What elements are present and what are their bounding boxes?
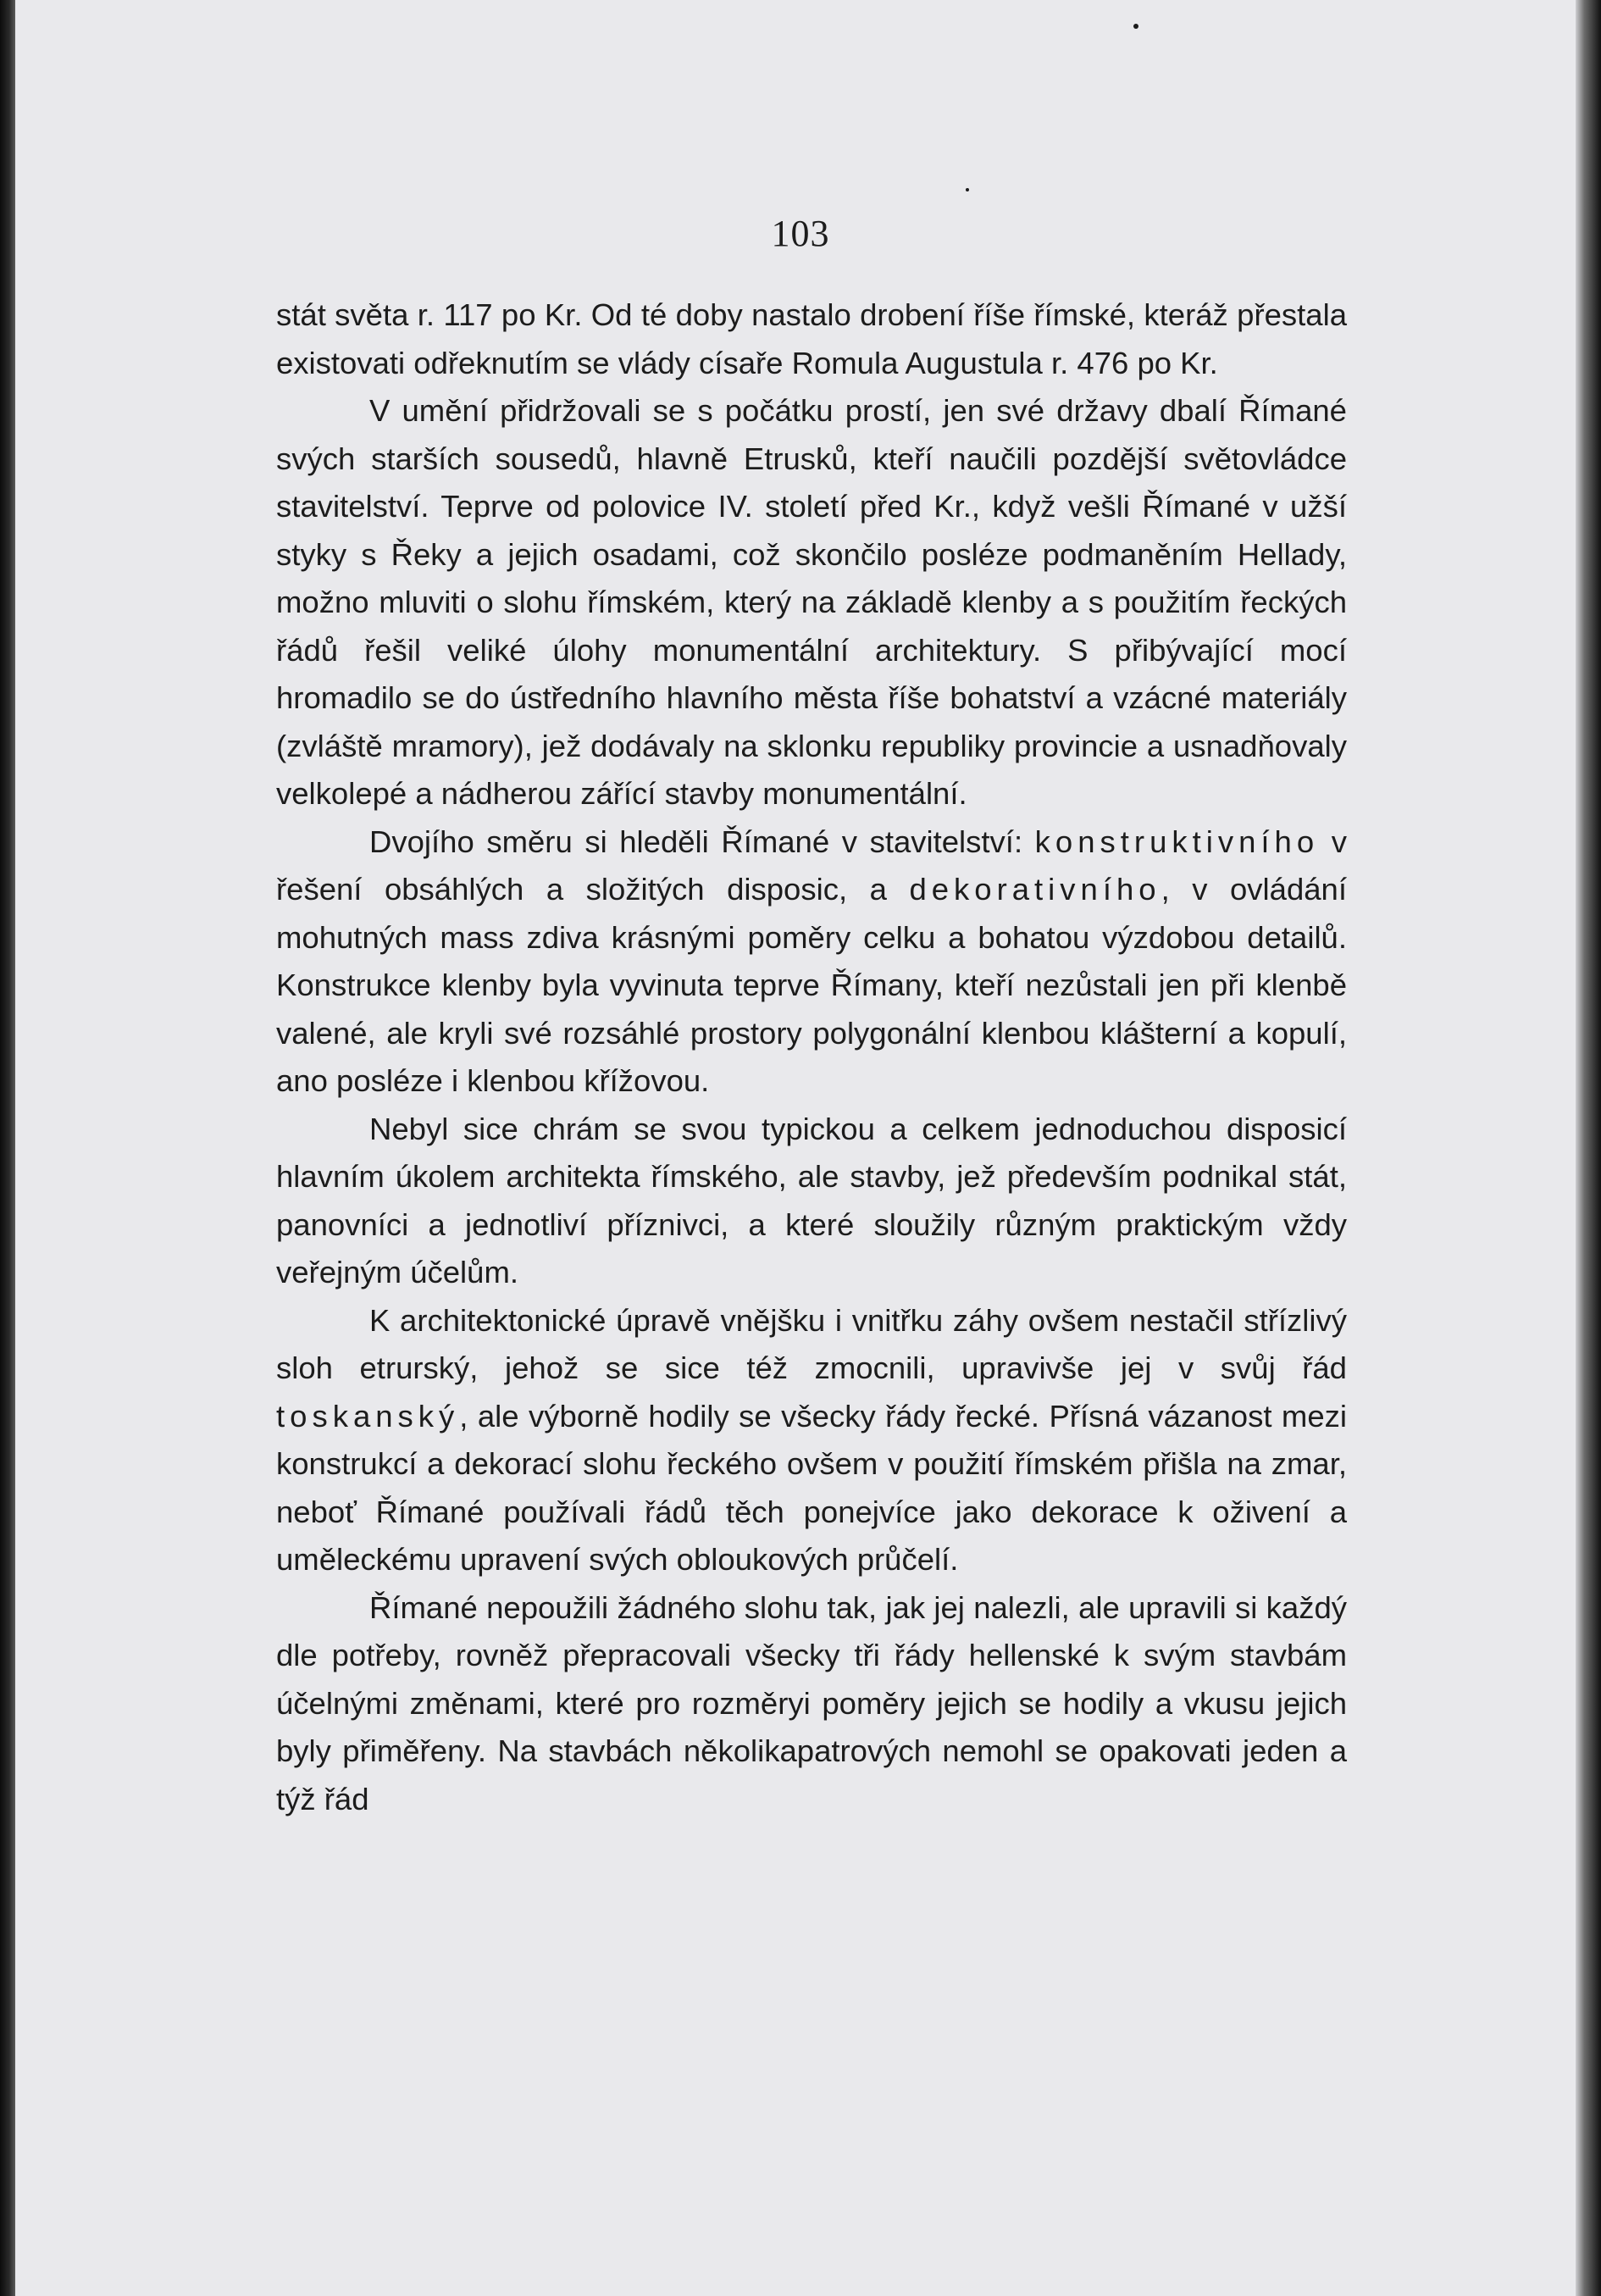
- text-run: , ale výborně hodily se všecky řády řecké. Přísná vázanost mezi konstrukcí a dekorací slohu řeckého ovšem v použití římském přišla na zmar, neboť Římané používali řádů těch ponejvíce jako dekorace k oživení a uměleckému upravení svých obloukových průčelí.: [276, 1398, 1347, 1577]
- body-text: [276, 291, 1347, 1823]
- paragraph: [276, 818, 1347, 1106]
- dust-speck: [1133, 24, 1138, 29]
- text-run: stát světa r. 117 po Kr. Od té doby nastalo drobení říše římské, kteráž přestala existovati odřeknutím se vlády císaře Romula Augustula r. 476 po Kr.: [276, 297, 1347, 380]
- paragraph: [276, 1297, 1347, 1584]
- paragraph: [276, 387, 1347, 818]
- scan-right-edge: [1576, 0, 1601, 2296]
- text-run: Dvojího směru si hleděli Římané v stavitelství:: [369, 824, 1035, 859]
- paragraph: [276, 291, 1347, 387]
- text-run: , v ovládání mohutných mass zdiva krásnými poměry celku a bohatou výzdobou detailů. Konstrukce klenby byla vyvinuta teprve Římany, kteří nezůstali jen při klenbě valené, ale kryli své rozsáhlé prostory polygonální klenbou klášterní a kopulí, ano posléze i klenbou křížovou.: [276, 872, 1348, 1098]
- paragraph: [276, 1584, 1347, 1824]
- emphasized-term: dekorativního: [909, 872, 1161, 907]
- page-number: 103: [771, 213, 830, 254]
- text-run: v řešení obsáhlých a složitých disposic, a: [276, 824, 1347, 907]
- text-run: V umění přidržovali se s počátku prostí, jen své državy dbalí Římané svých starších sousedů, hlavně Etrusků, kteří naučili pozdější světovládce stavitelství. Teprve od polovice IV. století před Kr., když vešli Římané v užší styky s Řeky a jejich osadami, což skončilo posléze podmaněním Hellady, možno mluviti o slohu římském, který na základě klenby a s použitím řeckých řádů řešil veliké úlohy monumentální architektury. S přibývající mocí hromadilo se do ústředního hlavního města říše bohatství a vzácné materiály (zvláště mramory), jež dodávaly na sklonku republiky provincie a usnadňovaly velkolepé a nádherou zářící stavby monumentální.: [276, 393, 1347, 811]
- text-run: K architektonické úpravě vnějšku i vnitřku záhy ovšem nestačil střízlivý sloh etrurský, jehož se sice též zmocnili, upravivše jej v svůj řád: [276, 1302, 1347, 1385]
- paragraph: [276, 1106, 1347, 1297]
- text-run: Nebyl sice chrám se svou typickou a celkem jednoduchou disposicí hlavním úkolem architekta římského, ale stavby, jež především podnikal stát, panovníci a jednotliví příznivci, a které sloužily různým praktickým vždy veřejným účelům.: [276, 1111, 1347, 1289]
- scan-left-edge: [0, 0, 15, 2296]
- emphasized-term: konstruktivního: [1034, 824, 1320, 859]
- text-run: Římané nepoužili žádného slohu tak, jak jej nalezli, ale upravili si každý dle potřeby, rovněž přepracovali všecky tři řády hellenské k svým stavbám účelnými změnami, které pro rozměryi poměry jejich se hodily a vkusu jejich byly přiměřeny. Na stavbách několikapatrových nemohl se opakovati jeden a týž řád: [276, 1589, 1347, 1816]
- dust-speck: [966, 188, 969, 191]
- emphasized-term: toskanský: [276, 1398, 460, 1434]
